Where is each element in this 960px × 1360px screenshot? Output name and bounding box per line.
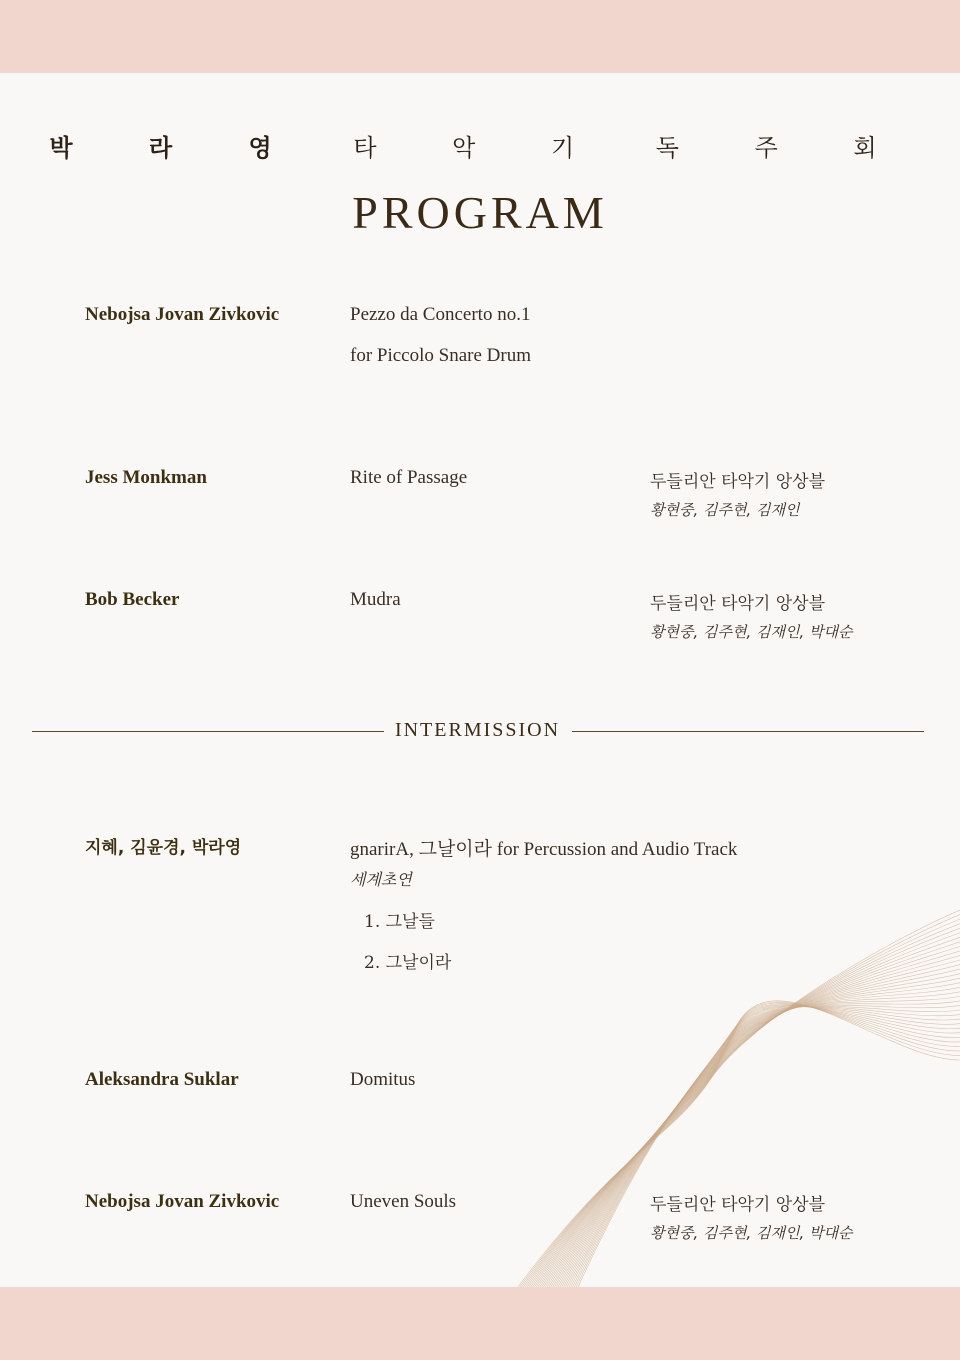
ensemble-6: 두들리안 타악기 앙상블 [650, 1195, 826, 1215]
composer-6: Nebojsa Jovan Zivkovic [85, 1191, 280, 1212]
intermission-label: INTERMISSION [394, 719, 561, 741]
work-3: Mudra [350, 589, 401, 610]
work-5: Domitus [350, 1069, 416, 1090]
performer-name: 박 라 영 [49, 134, 306, 162]
wave-line [567, 1006, 960, 1287]
wave-line [563, 1007, 960, 1287]
wave-line [553, 996, 960, 1287]
members-2: 황현중, 김주현, 김재인 [650, 501, 800, 519]
instrument-label: 타 악 기 [353, 134, 609, 162]
wave-line [565, 1006, 960, 1287]
members-3: 황현중, 김주현, 김재인, 박대순 [650, 623, 853, 641]
work-4-movement-2: 2. 그날이라 [364, 953, 452, 973]
ensemble-2: 두들리안 타악기 앙상블 [650, 472, 826, 492]
recital-heading [0, 128, 960, 163]
composer-4: 지혜, 김윤경, 박라영 [85, 838, 242, 858]
work-4-note: 세계초연 [350, 870, 412, 889]
composer-2: Jess Monkman [85, 467, 207, 488]
wave-line [562, 1007, 960, 1287]
event-label: 독 주 회 [655, 134, 911, 162]
wave-line [560, 1007, 960, 1287]
program-title: PROGRAM [352, 187, 608, 238]
ensemble-3: 두들리안 타악기 앙상블 [650, 594, 826, 614]
work-2: Rite of Passage [350, 467, 468, 488]
work-1-line1: Pezzo da Concerto no.1 [350, 304, 531, 325]
work-1-line2: for Piccolo Snare Drum [350, 345, 531, 366]
wave-line [558, 1006, 960, 1287]
wave-line [554, 1001, 960, 1287]
composer-1: Nebojsa Jovan Zivkovic [85, 304, 280, 325]
members-6: 황현중, 김주현, 김재인, 박대순 [650, 1224, 853, 1242]
work-4-movement-1: 1. 그날들 [364, 912, 435, 932]
work-6: Uneven Souls [350, 1191, 457, 1212]
top-band [0, 0, 960, 73]
wave-line [578, 1001, 960, 1287]
wave-line [576, 1002, 960, 1287]
divider-left [32, 731, 384, 732]
work-4: gnarirA, 그날이라 for Percussion and Audio Track [350, 839, 738, 860]
wave-line [571, 1005, 960, 1287]
wave-line [556, 1005, 960, 1287]
composer-3: Bob Becker [85, 589, 180, 610]
wave-line [569, 1005, 960, 1287]
bottom-band [0, 1287, 960, 1360]
composer-5: Aleksandra Suklar [85, 1069, 239, 1090]
divider-right [572, 731, 924, 732]
wave-line [573, 1004, 960, 1287]
